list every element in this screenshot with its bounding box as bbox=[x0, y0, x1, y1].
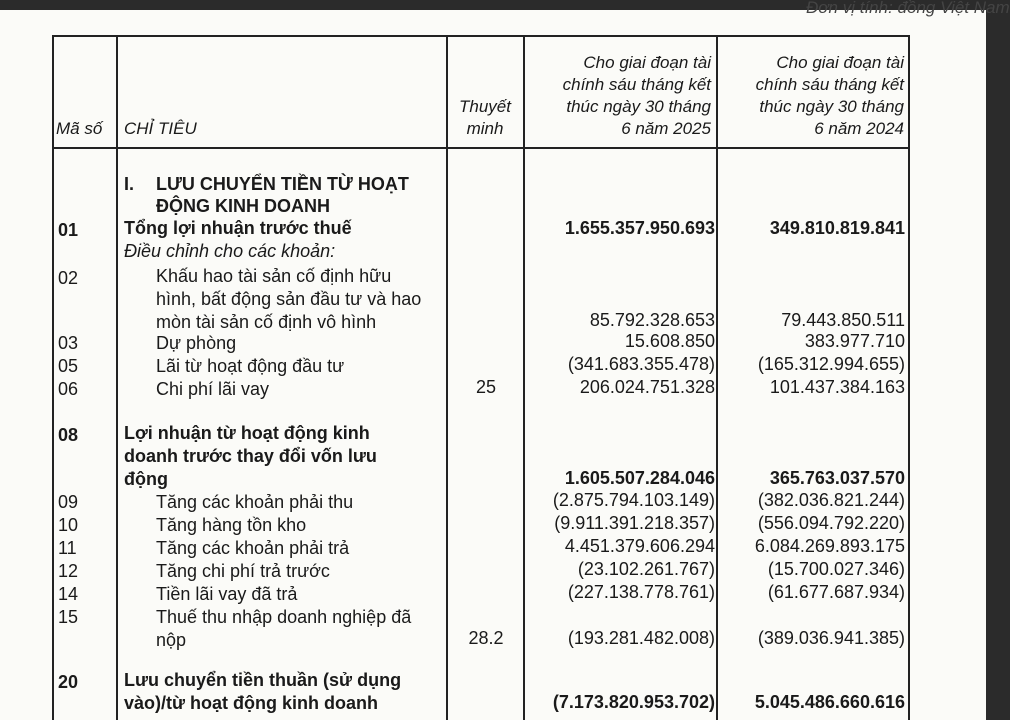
header-period-2025: Cho giai đoạn tài chính sáu tháng kết thúc ngày 30 tháng 6 năm 2025 bbox=[562, 53, 711, 138]
row-05-code: 05 bbox=[58, 356, 79, 376]
col-border-right bbox=[908, 35, 910, 720]
section-title-line2: ĐỘNG KINH DOANH bbox=[156, 196, 330, 216]
row-02-label-line2: hình, bất động sản đầu tư và hao bbox=[156, 289, 422, 309]
row-12-value-2025: (23.102.261.767) bbox=[577, 559, 715, 579]
row-03-label: Dự phòng bbox=[156, 333, 237, 353]
row-08-value-2024: 365.763.037.570 bbox=[769, 468, 905, 488]
header-bottom-border bbox=[52, 147, 910, 149]
row-02-label-line1: Khấu hao tài sản cố định hữu bbox=[156, 266, 392, 286]
row-15-code: 15 bbox=[58, 607, 79, 627]
row-03-value-2024: 383.977.710 bbox=[804, 331, 905, 351]
row-02-value-2024: 79.443.850.511 bbox=[781, 310, 905, 330]
adjustments-label: Điều chỉnh cho các khoản: bbox=[124, 241, 336, 261]
row-10-value-2025: (9.911.391.218.357) bbox=[554, 513, 715, 533]
section-roman: I. bbox=[124, 174, 135, 194]
row-20-value-2024: 5.045.486.660.616 bbox=[754, 692, 905, 712]
row-05-value-2024: (165.312.994.655) bbox=[757, 354, 905, 374]
col-border-left bbox=[52, 35, 54, 720]
row-15-value-2024: (389.036.941.385) bbox=[757, 628, 905, 648]
row-06-label: Chi phí lãi vay bbox=[156, 379, 270, 399]
row-14-value-2025: (227.138.778.761) bbox=[567, 582, 715, 602]
row-14-label: Tiền lãi vay đã trả bbox=[156, 584, 298, 604]
row-08-value-2025: 1.605.507.284.046 bbox=[564, 468, 715, 488]
row-11-label: Tăng các khoản phải trả bbox=[156, 538, 350, 558]
row-12-value-2024: (15.700.027.346) bbox=[767, 559, 905, 579]
row-01-label: Tổng lợi nhuận trước thuế bbox=[124, 218, 352, 238]
row-06-value-2024: 101.437.384.163 bbox=[769, 377, 905, 397]
row-06-note: 25 bbox=[475, 377, 497, 397]
row-12-label: Tăng chi phí trả trước bbox=[156, 561, 330, 581]
row-15-label-line2: nộp bbox=[156, 630, 187, 650]
row-12-code: 12 bbox=[58, 561, 79, 581]
row-15-value-2025: (193.281.482.008) bbox=[567, 628, 715, 648]
row-08-label-line3: động bbox=[124, 469, 168, 489]
row-02-code: 02 bbox=[58, 268, 79, 288]
row-20-value-2025: (7.173.820.953.702) bbox=[552, 692, 715, 712]
row-01-value-2024: 349.810.819.841 bbox=[769, 218, 905, 238]
row-10-code: 10 bbox=[58, 515, 79, 535]
row-20-label-line1: Lưu chuyển tiền thuần (sử dụng bbox=[124, 670, 402, 690]
currency-unit-note: Đơn vị tính: đồng Việt Nam bbox=[806, 0, 1010, 17]
row-14-value-2024: (61.677.687.934) bbox=[767, 582, 905, 602]
row-05-label: Lãi từ hoạt động đầu tư bbox=[156, 356, 345, 376]
row-06-value-2025: 206.024.751.328 bbox=[579, 377, 715, 397]
row-15-label-line1: Thuế thu nhập doanh nghiệp đã bbox=[156, 607, 412, 627]
row-08-label-line1: Lợi nhuận từ hoạt động kinh bbox=[124, 423, 370, 443]
row-09-label: Tăng các khoản phải thu bbox=[156, 492, 354, 512]
row-15-note: 28.2 bbox=[468, 628, 504, 648]
header-item: CHỈ TIÊU bbox=[124, 119, 197, 138]
row-06-code: 06 bbox=[58, 379, 79, 399]
row-20-code: 20 bbox=[58, 672, 79, 692]
row-09-code: 09 bbox=[58, 492, 79, 512]
row-10-value-2024: (556.094.792.220) bbox=[757, 513, 905, 533]
row-09-value-2024: (382.036.821.244) bbox=[757, 490, 905, 510]
row-09-value-2025: (2.875.794.103.149) bbox=[552, 490, 715, 510]
row-11-code: 11 bbox=[58, 538, 77, 558]
table-top-border bbox=[52, 35, 910, 37]
row-20-label-line2: vào)/từ hoạt động kinh doanh bbox=[124, 693, 379, 713]
row-11-value-2025: 4.451.379.606.294 bbox=[564, 536, 715, 556]
row-05-value-2025: (341.683.355.478) bbox=[567, 354, 715, 374]
row-08-label-line2: doanh trước thay đổi vốn lưu bbox=[124, 446, 377, 466]
row-01-value-2025: 1.655.357.950.693 bbox=[564, 218, 715, 238]
row-01-code: 01 bbox=[58, 220, 79, 240]
row-03-code: 03 bbox=[58, 333, 79, 353]
row-14-code: 14 bbox=[58, 584, 79, 604]
row-10-label: Tăng hàng tồn kho bbox=[156, 515, 307, 535]
header-code: Mã số bbox=[56, 119, 103, 138]
row-11-value-2024: 6.084.269.893.175 bbox=[754, 536, 905, 556]
header-period-2024: Cho giai đoạn tài chính sáu tháng kết thúc ngày 30 tháng 6 năm 2024 bbox=[755, 53, 904, 138]
header-note: Thuyết minh bbox=[459, 97, 511, 138]
row-03-value-2025: 15.608.850 bbox=[624, 331, 715, 351]
col-border-item bbox=[116, 35, 118, 720]
row-02-value-2025: 85.792.328.653 bbox=[589, 310, 715, 330]
section-title-line1: LƯU CHUYỂN TIỀN TỪ HOẠT bbox=[156, 174, 409, 194]
row-08-code: 08 bbox=[58, 425, 79, 445]
row-02-label-line3: mòn tài sản cố định vô hình bbox=[156, 312, 377, 332]
